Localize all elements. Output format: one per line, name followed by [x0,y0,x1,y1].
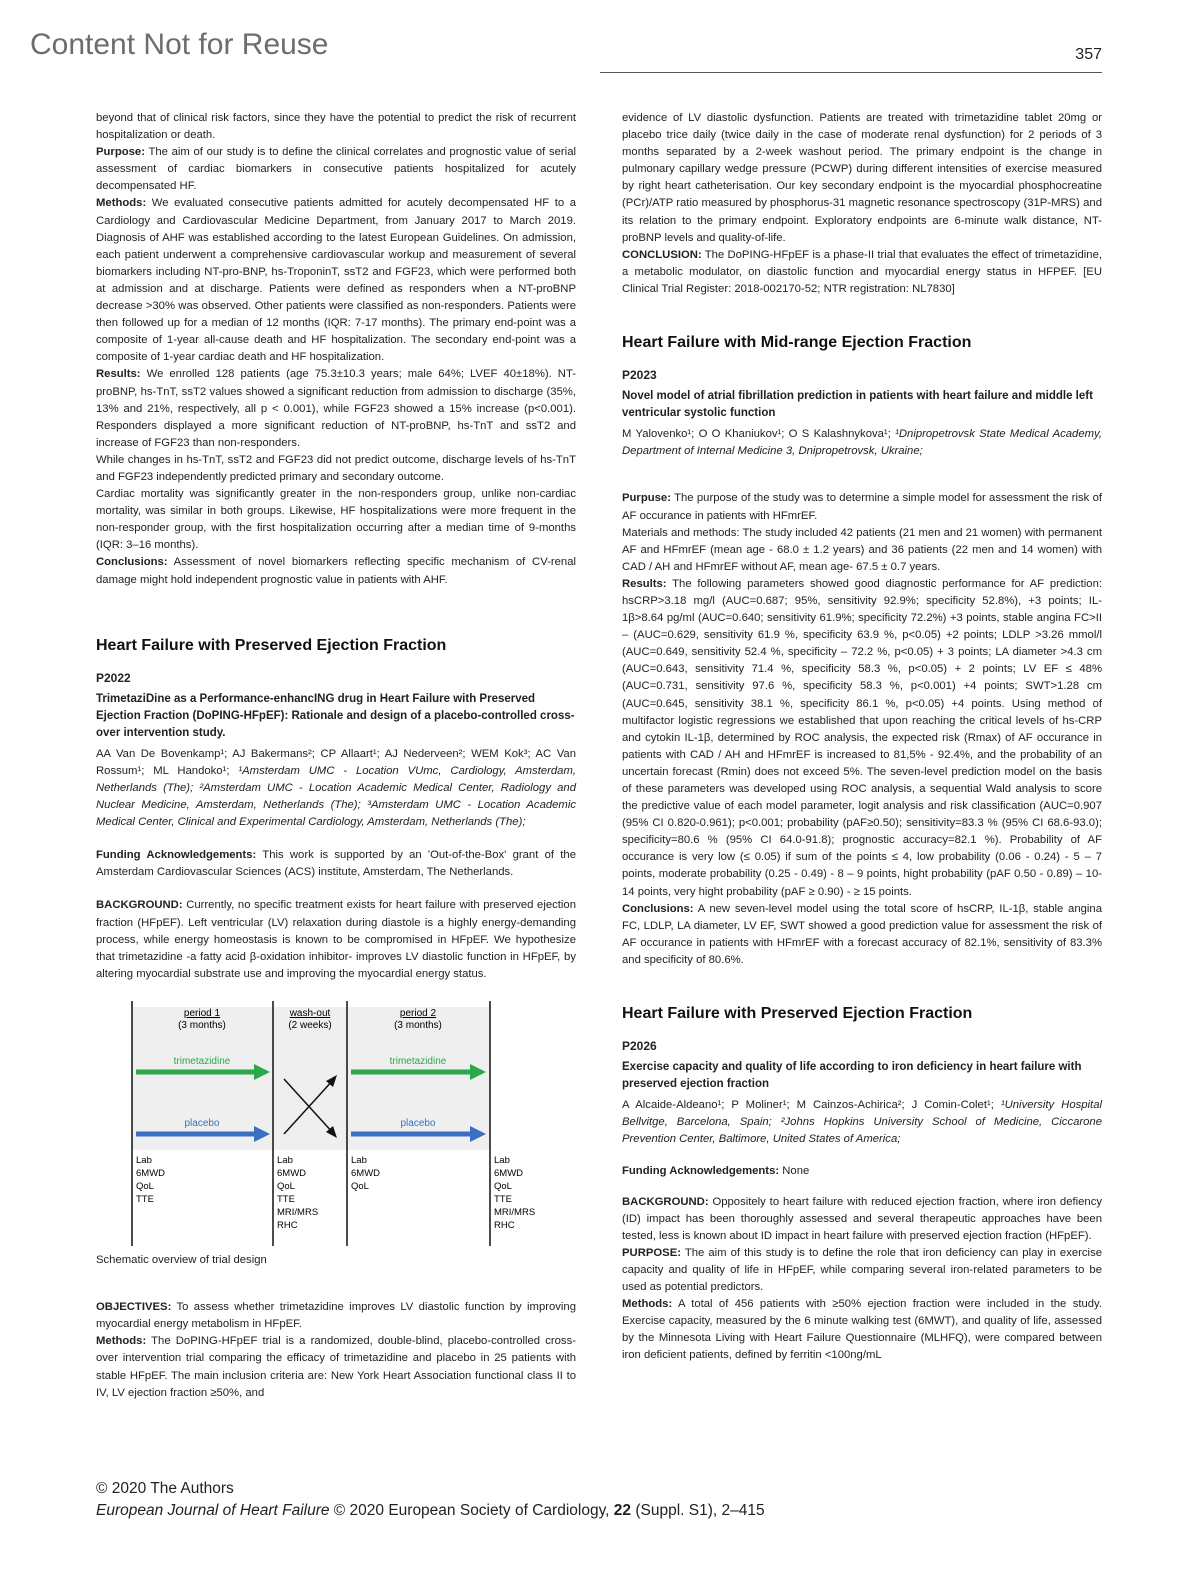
paragraph: PURPOSE: The aim of this study is to define the role that iron deficiency can play in exercise capacity and quality of life in HFpEF, while comparing several iron-related parameters to be used as potential predictors. [622,1246,1102,1294]
label: Results: [96,368,141,381]
svg-text:QoL: QoL [351,1180,369,1192]
paragraph: Conclusions: A new seven-level model using the total score of hsCRP, IL-1β, stable angina FC, LDLP, LA diameter, LV EF, SWT showed a good prediction value for assessment the risk of AF occurance in patients with HFmrEF with a forecast accuracy of 82.1%, sensitivity of 83.3% and specificity of 80.6%. [622,902,1102,966]
paragraph: OBJECTIVES: To assess whether trimetazidine improves LV diastolic function by improving myocardial energy metabolism in HFpEF. [96,1301,576,1331]
paragraph: evidence of LV diastolic dysfunction. Patients are treated with trimetazidine tablet 20mg or placebo trice daily (twice daily in the case of moderate renal dysfunction) for 2 periods of 3 months separated by a 2-week washout period. The primary endpoint is the change in pulmonary capillary wedge pressure (PCWP) during different intensities of exercise measured by right heart catheterisation. Our key secondary endpoint is the myocardial phosphocreatine (PCr)/ATP ratio measured by phosphorus-31 magnetic resonance spectroscopy (31P-MRS) and its relation to the primary endpoint. Exploratory endpoints are 6-minute walk distance, NT-proBNP levels and quality-of-life. [622,112,1102,244]
trimetazidine-label-1: trimetazidine [173,1055,231,1067]
section-heading: Heart Failure with Preserved Ejection Fraction [622,1005,973,1023]
paragraph: Conclusions: Assessment of novel biomarkers reflecting specific mechanism of CV-renal damage might hold independent prognostic value in patients with AHF. [96,556,576,586]
paragraph: While changes in hs-TnT, ssT2 and FGF23 did not predict outcome, discharge levels of hs-TnT and FGF23 independently predicted primary and secondary outcome. [96,453,576,483]
period1-sub: (3 months) [178,1019,226,1031]
period2-sub: (3 months) [394,1019,442,1031]
authors: AA Van De Bovenkamp¹; AJ Bakermans²; CP Allaart¹; AJ Nederveen²; WEM Kok³; AC Van Rossum¹; ML Handoko¹; ¹Amsterdam UMC - Location VUmc, Cardiology, Amsterdam, Netherlands (The); ²Amsterdam UMC - Location Academic Medical Center, Radiology and Nuclear Medicine, Amsterdam, Netherlands (The); ³Amsterdam UMC - Location Academic Medical Center, Clinical and Experimental Cardiology, Amsterdam, Netherlands (The); [96,747,576,829]
svg-text:QoL: QoL [136,1180,154,1192]
paragraph: Purpose: The aim of our study is to define the clinical correlates and prognostic value of serial assessment of cardiac biomarkers in consecutive patients hospitalized for acutely decompensated HF. [96,146,576,193]
header-rule [600,72,1102,73]
label: Purpose: [96,146,145,159]
trimetazidine-label-2: trimetazidine [389,1055,447,1067]
period2-label: period 2 [399,1007,437,1019]
paragraph: Methods: A total of 456 patients with ≥50% ejection fraction were included in the study. Exercise capacity, measured by the 6 minute walking test (6MWT), and quality of life, assessed by the Minnesota Living with Heart Failure Questionnaire (MLHFQ), were compared between iron deficient patients, defined by ferritin <100ng/mL [622,1298,1102,1362]
paragraph: Results: We enrolled 128 patients (age 75.3±10.3 years; male 64%; LVEF 40±18%). NT-proBNP, hs-TnT, ssT2 values showed a significant reduction from admission to discharge (35%, 13% and 21%, respectively, all p < 0.001), while FGF23 showed a 15% increase (p<0.001). Responders displayed a more significant reduction of NT-proBNP, hs-TnT and ssT2 and increase of FGF23 than non-responders. [96,368,576,449]
paragraph: Materials and methods: The study included 42 patients (21 men and 21 women) with permanent AF and HFmrEF (mean age - 68.0 ± 1.2 years) and 36 patients (22 men and 14 women) with CAD / AH and HFmrEF without AF, mean age- 67.5 ± 0.7 years. [622,526,1102,573]
label: BACKGROUND: [96,899,183,912]
paragraph: CONCLUSION: The DoPING-HFpEF is a phase-II trial that evaluates the effect of trimetazidine, a metabolic modulator, on diastolic function and myocardial energy status in HFPEF. [EU Clinical Trial Register: 2018-002170-52; NTR registration: NL7830] [622,248,1102,295]
measurement-list-1 [136,1155,165,1205]
label: Conclusions: [622,902,694,915]
measurement-list-3 [351,1155,380,1192]
label: BACKGROUND: [622,1195,709,1208]
svg-text:QoL: QoL [277,1180,295,1192]
svg-text:TTE: TTE [277,1193,295,1205]
svg-text:6MWD: 6MWD [351,1167,381,1179]
copyright: © 2020 The Authors [96,1480,234,1497]
svg-text:Lab: Lab [277,1154,293,1166]
label: Methods: [96,1335,147,1348]
svg-text:MRI/MRS: MRI/MRS [277,1206,319,1218]
label: Methods: [96,197,147,210]
svg-text:RHC: RHC [494,1219,515,1231]
washout-sub: (2 weeks) [288,1019,332,1031]
measurement-list-2 [277,1155,318,1231]
figure-caption: Schematic overview of trial design [96,1254,267,1267]
journal-citation: European Journal of Heart Failure © 2020 European Society of Cardiology, 22 (Suppl. S1), 2–415 [96,1502,765,1519]
svg-text:Lab: Lab [351,1154,367,1166]
label: Funding Acknowledgements: [622,1164,780,1177]
svg-text:6MWD: 6MWD [136,1167,166,1179]
label: Results: [622,577,667,590]
paragraph: BACKGROUND: Oppositely to heart failure with reduced ejection fraction, where iron defiency (ID) impact has been thoroughly assessed and several therapeutic approaches have been tested, less is known about ID impact in heart failure with preserved ejection fraction (HFpEF). [622,1195,1102,1242]
svg-text:TTE: TTE [494,1193,512,1205]
abstract-id: P2022 [96,670,131,685]
paragraph: Cardiac mortality was significantly greater in the non-responders group, unlike non-cardiac mortality, was similar in both groups. Likewise, HF hospitalizations were more frequent in the non-responder group, with the first hospitalization occurring after a median time of 9-months (IQR: 3–16 months). [96,488,576,552]
svg-text:6MWD: 6MWD [494,1167,524,1179]
svg-text:Lab: Lab [494,1154,510,1166]
paragraph: beyond that of clinical risk factors, since they have the potential to predict the risk of recurrent hospitalization or death. [96,112,576,142]
label: Funding Acknowledgements: [96,849,257,862]
abstract-title: Exercise capacity and quality of life according to iron deficiency in heart failure with preserved ejection fraction [622,1061,1082,1091]
label: Methods: [622,1298,673,1311]
authors: A Alcaide-Aldeano¹; P Moliner¹; M Cainzos-Achirica²; J Comin-Colet¹; ¹University Hospital Bellvitge, Barcelona, Spain; ²Johns Hopkins University School of Medicine, Ciccarone Prevention Center, Baltimore, United States of America; [622,1099,1102,1146]
label: OBJECTIVES: [96,1301,172,1314]
right-column [622,110,1102,1365]
label: Conclusions: [96,556,168,569]
paragraph: Methods: The DoPING-HFpEF trial is a randomized, double-blind, placebo-controlled cross-over intervention trial comparing the efficacy of trimetazidine and placebo in 25 patients with stable HFpEF. The main inclusion criteria are: New York Heart Association functional class II to IV, LV ejection fraction ≥50%, and [96,1335,576,1399]
authors: M Yalovenko¹; O O Khaniukov¹; O S Kalashnykova¹; ¹Dnipropetrovsk State Medical Academy, Department of Internal Medicine 3, Dnipropetrovsk, Ukraine; [622,428,1102,458]
trial-design-figure [96,1001,576,1246]
paragraph: BACKGROUND: Currently, no specific treatment exists for heart failure with preserved ejection fraction (HFpEF). Left ventricular (LV) relaxation during diastole is a highly energy-demanding process, while energy homeostasis is known to be compromised in HFpEF. We hypothesize that trimetazidine -a fatty acid β-oxidation inhibitor- improves LV diastolic function in HFpEF, by altering myocardial substrate use and improving the myocardial energy status. [96,899,576,980]
label: Purpuse: [622,492,671,505]
label: PURPOSE: [622,1246,682,1259]
paragraph: Results: The following parameters showed good diagnostic performance for AF prediction: hsCRP>3.18 mg/l (AUC=0.687; 95%, sensitivity 92.9%; specificity 52.8%), +3 points; IL-1β>8.64 pg/ml (AUC=0.640; sensitivity 61.9%; specificity 72.2%) +3 points, stable angina FC>II – (AUC=0.629, sensitivity 61.9 %, specificity 63.9 %, p<0.05) +2 points; LDLP >3.26 mmol/l (AUC=0.649, sensitivity 52.4 %, specificity – 72.2 %, p<0.05) + 3 points; LA diameter >4.3 cm (AUC=0.643, sensitivity 71.4 %, specificity 58.3 %, p<0.05) + 2 points; LV EF ≤ 48% (AUC=0.731, sensitivity 97.6 %, specificity 58.3 %, p<0.001) +4 points; SWT>1.28 cm (AUC=0.645, sensitivity 38.1 %, specificity 86.1 %, p<0.05) +4 points. Using method of multifactor logistic regressions we established that upon reaching the critical levels of hs-CRP and cytokin IL-1β, determined by ROC analysis, the expected risk (Rmax) of AF occurance in patients with CAD / AH and HFmrEF is increased to 81,5% - 92.4%, and the probability of an uncertain forecast (Rmin) does not exceed 5%. The seven-level prediction model on the basis of these parameters was developed using ROC analysis, a sequential Wald analysis to score the predictive value of each model parameter, logit analysis and risk classification (AUC=0.907 (95% CI 0.820-0.961); p<0.001; probability (pAF≥0.50); sensitivity=83.3 % (95% CI 68.6-93.0); specificity=80.6 % (95% CI 64.0-91.8); prognostic accuracy=82.1 %). Probability of AF occurance is very low (≤ 0.05) if sum of the points ≤ 4, low probability (0.06 - 0.24) - 5 – 7 points, moderate probability (0.25 - 0.49) - 8 – 9 points, hight probability (pAF 0.50 - 0.89) – 10-14 points, very hight probability (pAF ≥ 0.90) - ≥ 15 points. [622,577,1102,898]
washout-label: wash-out [289,1007,331,1019]
paragraph: Funding Acknowledgements: None [622,1164,810,1177]
footer [96,1478,765,1522]
period1-label: period 1 [183,1007,221,1019]
svg-text:QoL: QoL [494,1180,512,1192]
paragraph: Purpuse: The purpose of the study was to determine a simple model for assessment the risk of AF occurance in patients with HFmrEF. [622,492,1102,522]
svg-text:MRI/MRS: MRI/MRS [494,1206,536,1218]
abstract-id: P2026 [622,1039,657,1054]
left-column [96,110,576,1402]
label: CONCLUSION: [622,248,702,261]
watermark: Content Not for Reuse [30,28,329,61]
paragraph: Methods: We evaluated consecutive patients admitted for acutely decompensated HF to a Cardiology and Cardiovascular Medicine Department, from January 2017 to March 2019. Diagnosis of AHF was established according to the latest European Guidelines. On admission, each patient underwent a comprehensive cardiovascular workup and measurement of several biomarkers including NT-pro-BNP, hs-TroponinT, ssT2 and FGF23, which were performed both at admission and at discharge. Patients were defined as responders when a NT-proBNP decrease >30% was observed. Other patients were classified as non-responders. Patients were then followed up for a median of 12 months (IQR: 7-17 months). The primary end-point was a composite of 1-year all-cause death and HF hospitalization. The secondary end-point was a composite of 1-year cardiac death and HF hospitalization. [96,197,576,364]
svg-text:RHC: RHC [277,1219,298,1231]
svg-text:6MWD: 6MWD [277,1167,307,1179]
page-number: 357 [1075,46,1102,63]
paragraph: Funding Acknowledgements: This work is supported by an 'Out-of-the-Box' grant of the Amsterdam Cardiovascular Sciences (ACS) institute, Amsterdam, The Netherlands. [96,849,576,879]
abstract-title: TrimetaziDine as a Performance-enhancING drug in Heart Failure with Preserved Ejection Fraction (DoPING-HFpEF): Rationale and design of a placebo-controlled cross-over intervention study. [96,692,575,739]
section-heading: Heart Failure with Preserved Ejection Fraction [96,636,447,654]
svg-text:TTE: TTE [136,1193,154,1205]
abstract-id: P2023 [622,368,657,383]
section-heading: Heart Failure with Mid-range Ejection Fraction [622,334,972,352]
abstract-title: Novel model of atrial fibrillation prediction in patients with heart failure and middle left ventricular systolic function [622,390,1093,420]
svg-text:Lab: Lab [136,1154,152,1166]
measurement-list-4 [494,1155,535,1231]
placebo-label-1: placebo [184,1117,220,1129]
placebo-label-2: placebo [400,1117,436,1129]
